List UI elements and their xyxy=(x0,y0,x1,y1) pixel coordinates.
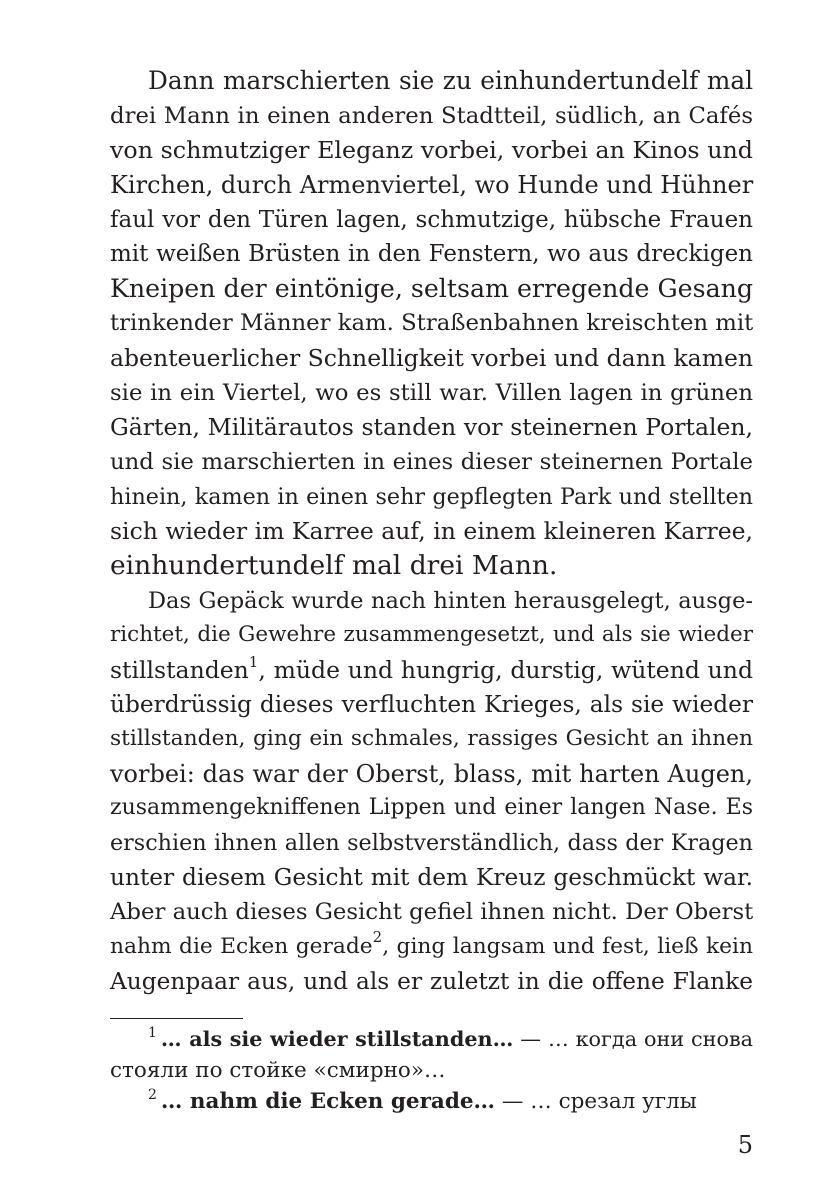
text-fragment: nahm die Ecken gerade xyxy=(110,934,373,960)
text-line: sie in ein Viertel, wo es still war. Villen lagen in grünen xyxy=(110,379,753,406)
text-fragment: , ging langsam und fest, ließ kein xyxy=(382,934,753,960)
footnote-term: … nahm die Ecken gerade… xyxy=(160,1089,496,1114)
text-line: unter diesem Gesicht mit dem Kreuz geschmückt war. xyxy=(110,863,753,891)
text-line: Das Gepäck wurde nach hinten herausgelegt, ausge- xyxy=(148,587,753,614)
footnote-1 xyxy=(110,1024,753,1055)
text-line: von schmutziger Eleganz vorbei, vorbei an Kinos und xyxy=(110,136,753,165)
text-line: drei Mann in einen anderen Stadtteil, südlich, an Cafés xyxy=(110,102,753,129)
text-line: Kneipen der eintönige, seltsam erregende Gesang xyxy=(110,273,754,303)
footnote-2 xyxy=(110,1086,753,1117)
footnote-marker: 1 xyxy=(248,652,259,671)
main-text xyxy=(110,64,753,999)
text-line: mit weißen Brüsten in den Fenstern, wo aus dreckigen xyxy=(110,241,753,268)
text-line: Gärten, Militärautos standen vor steinernen Portalen, xyxy=(110,413,753,442)
text-line xyxy=(110,653,753,688)
text-line: überdrüssig dieses verfluchten Krieges, als sie wieder xyxy=(110,690,753,718)
footnote-translation: … срезал углы xyxy=(530,1089,697,1114)
text-line: und sie marschierten in eines dieser steinernen Portale xyxy=(110,449,753,476)
footnote-term: … als sie wieder stillstanden… xyxy=(160,1027,514,1051)
text-line: vorbei: das war der Oberst, blass, mit harten Augen, xyxy=(110,759,753,788)
text-line: zusammengekniffenen Lippen und einer langen Nase. Es xyxy=(110,795,753,821)
footnote-marker: 2 xyxy=(372,928,383,947)
footnote-number: 2 xyxy=(148,1087,157,1103)
text-line: faul vor den Türen lagen, schmutzige, hübsche Frauen xyxy=(110,206,753,233)
text-line: Aber auch dieses Gesicht gefiel ihnen nicht. Der Oberst xyxy=(110,899,754,926)
text-line: einhundertundelf mal drei Mann. xyxy=(110,549,558,581)
footnote-dash: — xyxy=(513,1027,548,1051)
text-line: Kirchen, durch Armenviertel, wo Hunde und Hühner xyxy=(110,170,754,199)
text-line: Dann marschierten sie zu einhundertundelf mal xyxy=(148,66,753,95)
text-fragment: stillstanden xyxy=(110,655,249,684)
text-line: richtet, die Gewehre zusammengesetzt, und als sie wieder xyxy=(110,622,753,648)
page-number: 5 xyxy=(737,1131,753,1159)
text-line: stillstanden, ging ein schmales, rassiges Gesicht an ihnen xyxy=(110,726,753,752)
text-line xyxy=(110,930,753,965)
footnote-dash: — xyxy=(495,1089,531,1114)
text-line: abenteuerlicher Schnelligkeit vorbei und dann kamen xyxy=(110,344,754,373)
footnote-number: 1 xyxy=(148,1025,157,1041)
text-line: Augenpaar aus, und als er zuletzt in die offene Flanke xyxy=(110,967,753,995)
footnote-1-continuation: стояли по стойке «смирно»… xyxy=(110,1058,446,1083)
text-line: trinkender Männer kam. Straßenbahnen kreischten mit xyxy=(110,310,754,337)
footnotes xyxy=(110,1024,753,1117)
footnote-translation: … когда они снова xyxy=(547,1027,753,1051)
footnote-divider xyxy=(110,1018,243,1019)
text-line: erschien ihnen allen selbstverständlich, dass der Kragen xyxy=(110,830,753,857)
text-line: hinein, kamen in einen sehr gepflegten Park und stellten xyxy=(110,483,753,510)
text-line: sich wieder im Karree auf, in einem kleineren Karree, xyxy=(110,517,753,546)
text-fragment: , müde und hungrig, durstig, wütend und xyxy=(258,655,753,684)
